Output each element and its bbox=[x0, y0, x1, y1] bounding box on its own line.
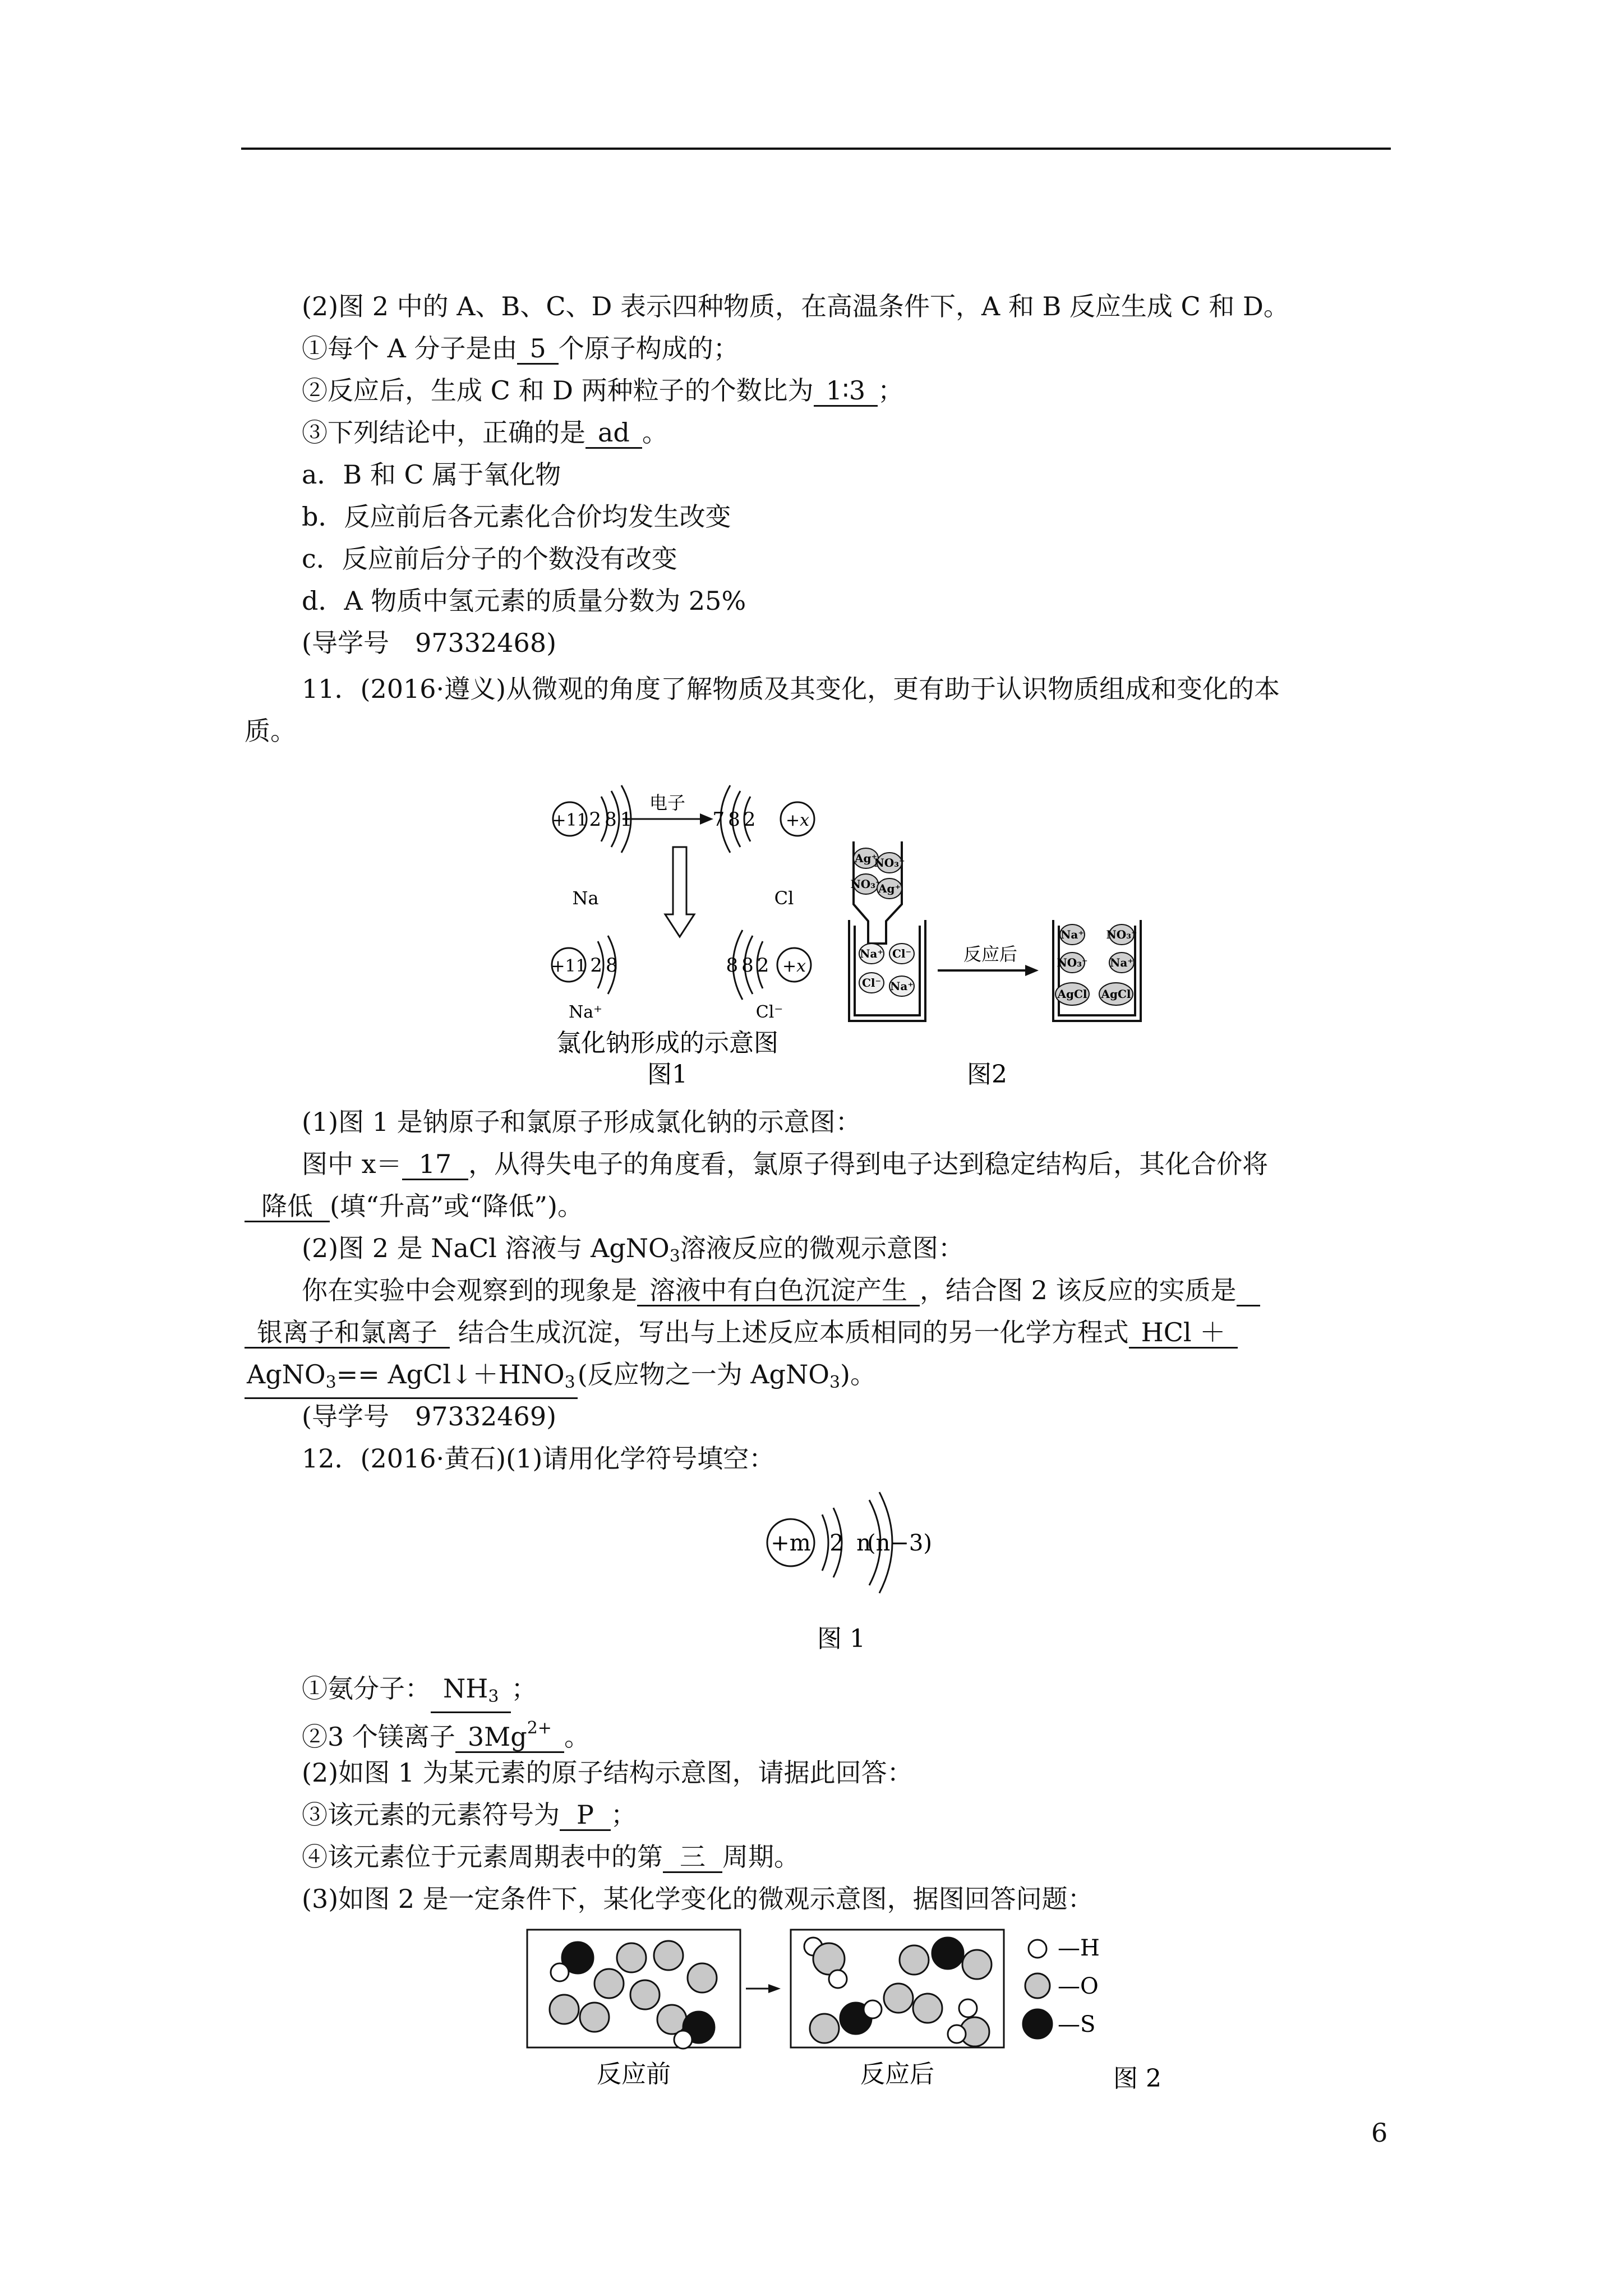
q10-option-d: d．A 物质中氢元素的质量分数为 25% bbox=[302, 586, 746, 616]
na-ion-label: Na⁺ bbox=[569, 1002, 602, 1022]
answer-blank: 1∶3 bbox=[814, 376, 878, 407]
page-number: 6 bbox=[1371, 2118, 1388, 2148]
dropper-ion: NO₃⁻ bbox=[874, 856, 905, 869]
shell-3-electrons: (n−3) bbox=[867, 1530, 932, 1556]
legend-oxygen: —O bbox=[1058, 1973, 1099, 1999]
q12-sub2: ②3 个镁离子 $3Mg^{2+}$ 。 bbox=[302, 1714, 590, 1754]
answer-blank: 三 bbox=[663, 1842, 722, 1873]
q11-part2-intro: (2)图 2 是 NaCl 溶液与 AgNO$_3$溶液反应的微观示意图： bbox=[302, 1233, 964, 1266]
answer-blank: $3Mg^{2+}$ bbox=[455, 1714, 564, 1753]
na-shells: 281 bbox=[589, 808, 636, 831]
q10-sub1: ①每个 A 分子是由 5 个原子构成的； bbox=[302, 333, 739, 364]
fig1-label: 图1 bbox=[647, 1060, 688, 1088]
q12-stem: 12．(2016·黄石)(1)请用化学符号填空： bbox=[302, 1443, 775, 1474]
fig2-arrow-label: 反应后 bbox=[963, 944, 1018, 965]
before-label: 反应前 bbox=[597, 2060, 671, 2088]
q11-part1-question: 图中 x＝ 17 ，从得失电子的角度看，氯原子得到电子达到稳定结构后，其化合价将 bbox=[302, 1149, 1269, 1179]
q11-stem: 11．(2016·遵义)从微观的角度了解物质及其变化，更有助于认识物质组成和变化的本 bbox=[302, 674, 1280, 704]
q10-option-a: a．B 和 C 属于氧化物 bbox=[302, 459, 561, 490]
na-ion-nucleus: +11 bbox=[551, 956, 587, 976]
q12-sub3: ③该元素的元素符号为 P ； bbox=[302, 1800, 637, 1830]
q12-figure-1-atom bbox=[751, 1481, 953, 1655]
q11-figure-1 bbox=[538, 774, 830, 1088]
answer-blank: $NH_3$ bbox=[431, 1674, 511, 1713]
beaker1-ion: Na⁺ bbox=[890, 979, 914, 993]
nucleus-label: +m bbox=[771, 1530, 811, 1556]
answer-blank: HCl ＋ bbox=[1129, 1318, 1238, 1349]
shell-2-electrons: n bbox=[856, 1530, 871, 1556]
answer-blank: 17 bbox=[402, 1149, 469, 1180]
q10-guide-number: (导学号 97332468) bbox=[302, 628, 557, 658]
answer-blank: 降低 bbox=[245, 1191, 330, 1222]
cl-ion-shells: 882 bbox=[726, 954, 773, 977]
cl-label: Cl bbox=[774, 887, 794, 909]
q11-part1-question-cont: 降低 (填“升高”或“降低”)。 bbox=[245, 1189, 583, 1223]
cl-ion-nucleus: +x bbox=[782, 956, 806, 976]
q12-fig1-label: 图 1 bbox=[817, 1625, 865, 1653]
beaker2-particle: NO₃⁻ bbox=[1106, 928, 1137, 941]
q10-part2-intro: (2)图 2 中的 A、B、C、D 表示四种物质，在高温条件下，A 和 B 反应生成 C 和 D。 bbox=[302, 291, 1289, 321]
q12-figure-2-reaction bbox=[522, 1924, 1195, 2098]
q11-stem-cont: 质。 bbox=[245, 716, 296, 746]
q11-part2-question-cont: 银离子和氯离子 结合生成沉淀，写出与上述反应本质相同的另一化学方程式 HCl ＋ bbox=[245, 1315, 1238, 1349]
q12-sub1: ①氨分子： $NH_3$ ； bbox=[302, 1672, 537, 1713]
dropper-ion: Ag⁺ bbox=[854, 852, 878, 865]
beaker2-particle: AgCl bbox=[1101, 987, 1131, 1001]
na-ion-shells: 28 bbox=[590, 954, 621, 977]
answer-blank: 银离子和氯离子 bbox=[245, 1318, 450, 1349]
legend-sulfur: —S bbox=[1058, 2012, 1096, 2037]
na-label: Na bbox=[572, 887, 599, 909]
legend-hydrogen: —H bbox=[1058, 1935, 1100, 1961]
cl-ion-label: Cl⁻ bbox=[755, 1002, 783, 1022]
after-label: 反应后 bbox=[860, 2060, 934, 2088]
beaker1-ion: Na⁺ bbox=[860, 947, 883, 960]
q11-guide-number: (导学号 97332469) bbox=[302, 1401, 557, 1432]
beaker2-particle: Na⁺ bbox=[1061, 928, 1084, 941]
q10-sub3: ③下列结论中，正确的是 ad 。 bbox=[302, 417, 668, 448]
q12-part2-intro: (2)如图 1 为某元素的原子结构示意图，请据此回答： bbox=[302, 1757, 913, 1788]
cl-shells: 782 bbox=[712, 808, 759, 831]
arrow-label-electron: 电子 bbox=[649, 792, 686, 813]
q11-part1-intro: (1)图 1 是钠原子和氯原子形成氯化钠的示意图： bbox=[302, 1107, 861, 1137]
answer-blank: ad bbox=[585, 418, 642, 449]
fig2-label: 图2 bbox=[967, 1060, 1007, 1088]
answer-blank: AgNO$_3$== $AgCl↓+HNO_3$ bbox=[245, 1360, 578, 1399]
beaker2-particle: Na⁺ bbox=[1110, 956, 1133, 969]
answer-blank: P bbox=[560, 1800, 611, 1831]
header-rule bbox=[241, 148, 1391, 150]
q12-sub4: ④该元素位于元素周期表中的第 三 周期。 bbox=[302, 1842, 800, 1872]
q11-figure-2 bbox=[841, 836, 1155, 1088]
answer-blank: 5 bbox=[517, 334, 558, 365]
cl-nucleus: +x bbox=[785, 811, 810, 830]
q10-option-b: b．反应前后各元素化合价均发生改变 bbox=[302, 501, 731, 532]
beaker2-particle: NO₃⁻ bbox=[1057, 956, 1088, 969]
shell-1-electrons: 2 bbox=[829, 1530, 844, 1556]
beaker2-particle: AgCl bbox=[1057, 987, 1087, 1001]
q10-sub2: ②反应后，生成 C 和 D 两种粒子的个数比为 1∶3 ； bbox=[302, 375, 904, 406]
dropper-ion: Ag⁺ bbox=[878, 882, 901, 895]
fig1-caption: 氯化钠形成的示意图 bbox=[556, 1029, 778, 1057]
q11-part2-equation: AgNO$_3$== $AgCl↓+HNO_3$(反应物之一为 AgNO$_3$)。 bbox=[245, 1358, 876, 1400]
beaker1-ion: Cl⁻ bbox=[861, 976, 882, 990]
dropper-ion: NO₃⁻ bbox=[850, 877, 882, 891]
answer-blank: 溶液中有白色沉淀产生 bbox=[637, 1276, 920, 1306]
q12-part3-intro: (3)如图 2 是一定条件下，某化学变化的微观示意图，据图回答问题： bbox=[302, 1884, 1094, 1914]
q12-fig2-label: 图 2 bbox=[1113, 2064, 1161, 2093]
beaker1-ion: Cl⁻ bbox=[892, 947, 912, 960]
q11-part2-question: 你在实验中会观察到的现象是 溶液中有白色沉淀产生 ，结合图 2 该反应的实质是 bbox=[302, 1273, 1260, 1307]
na-nucleus: +11 bbox=[552, 811, 588, 830]
q10-option-c: c．反应前后分子的个数没有改变 bbox=[302, 544, 677, 574]
